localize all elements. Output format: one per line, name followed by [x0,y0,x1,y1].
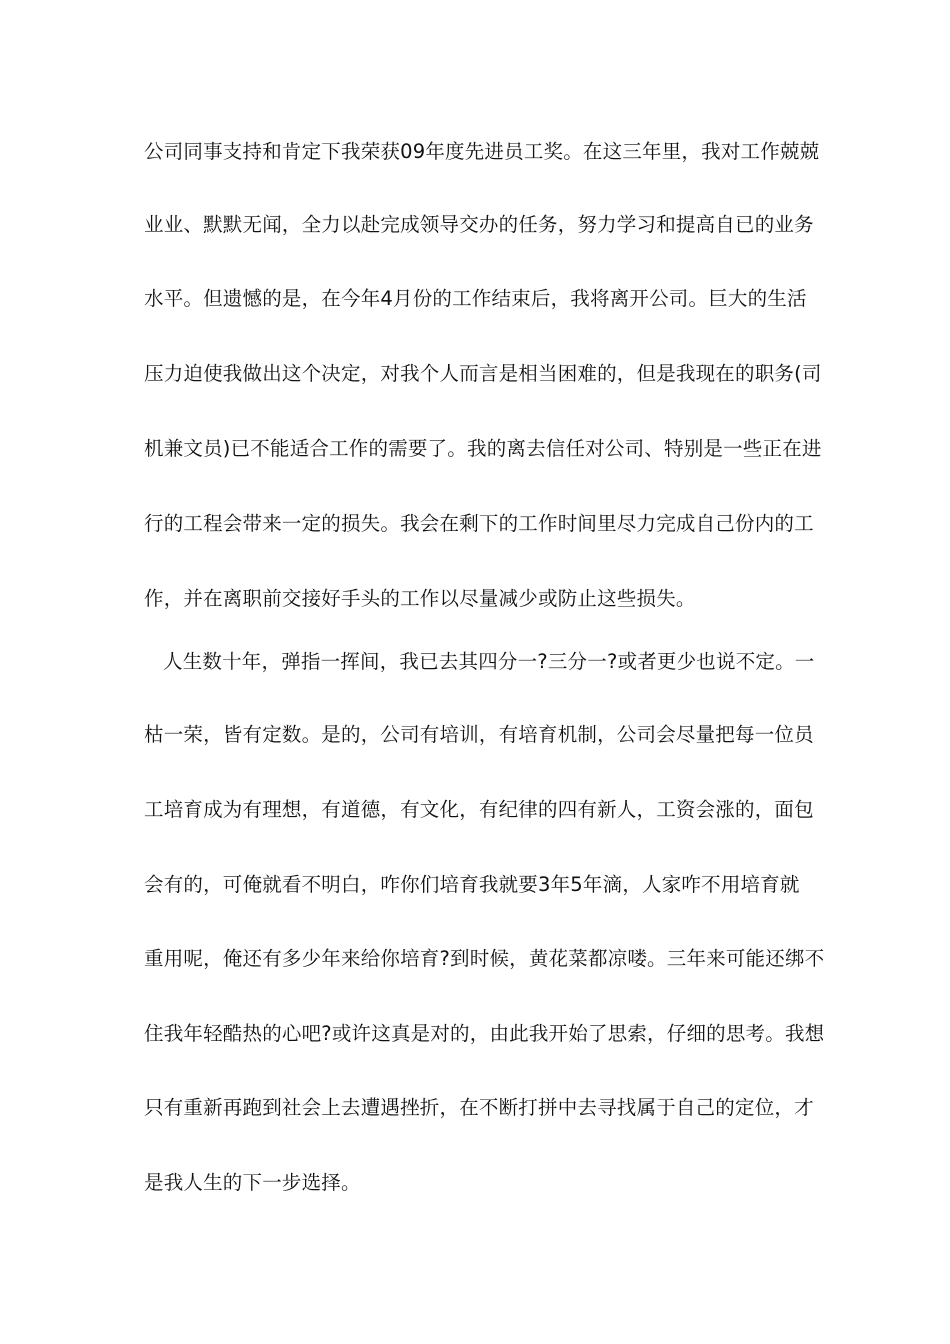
paragraph-1-line-1: 公司同事支持和肯定下我荣获09年度先进员工奖。在这三年里，我对工作兢兢 [144,140,820,163]
paragraph-2-line-4: 会有的，可俺就看不明白，咋你们培育我就要3年5年滴，人家咋不用培育就 [144,873,800,896]
paragraph-2-line-3: 工培育成为有理想，有道德，有文化，有纪律的四有新人，工资会涨的，面包 [144,798,814,821]
paragraph-1-line-4: 压力迫使我做出这个决定，对我个人而言是相当困难的，但是我现在的职务(司 [144,362,822,385]
paragraph-1-line-6: 行的工程会带来一定的损失。我会在剩下的工作时间里尽力完成自己份内的工 [144,512,814,535]
paragraph-2-line-5: 重用呢，俺还有多少年来给你培育?到时候，黄花菜都凉喽。三年来可能还绑不 [144,947,825,970]
paragraph-1-line-7: 作，并在离职前交接好手头的工作以尽量减少或防止这些损失。 [144,587,696,610]
paragraph-1-line-3: 水平。但遗憾的是，在今年4月份的工作结束后，我将离开公司。巨大的生活 [144,287,807,310]
paragraph-2-line-1: 人生数十年，弹指一挥间，我已去其四分一?三分一?或者更少也说不定。一 [163,650,815,673]
paragraph-1-line-5: 机兼文员)已不能适合工作的需要了。我的离去信任对公司、特别是一些正在进 [144,437,822,460]
paragraph-2-line-2: 枯一荣，皆有定数。是的，公司有培训，有培育机制，公司会尽量把每一位员 [144,723,814,746]
paragraph-2-line-8: 是我人生的下一步选择。 [144,1171,361,1194]
paragraph-1-line-2: 业业、默默无闻，全力以赴完成领导交办的任务，努力学习和提高自已的业务 [144,213,814,236]
paragraph-2-line-7: 只有重新再跑到社会上去遭遇挫折，在不断打拼中去寻找属于自己的定位，才 [144,1096,814,1119]
paragraph-2-line-6: 住我年轻酷热的心吧?或许这真是对的，由此我开始了思索，仔细的思考。我想 [144,1022,825,1045]
